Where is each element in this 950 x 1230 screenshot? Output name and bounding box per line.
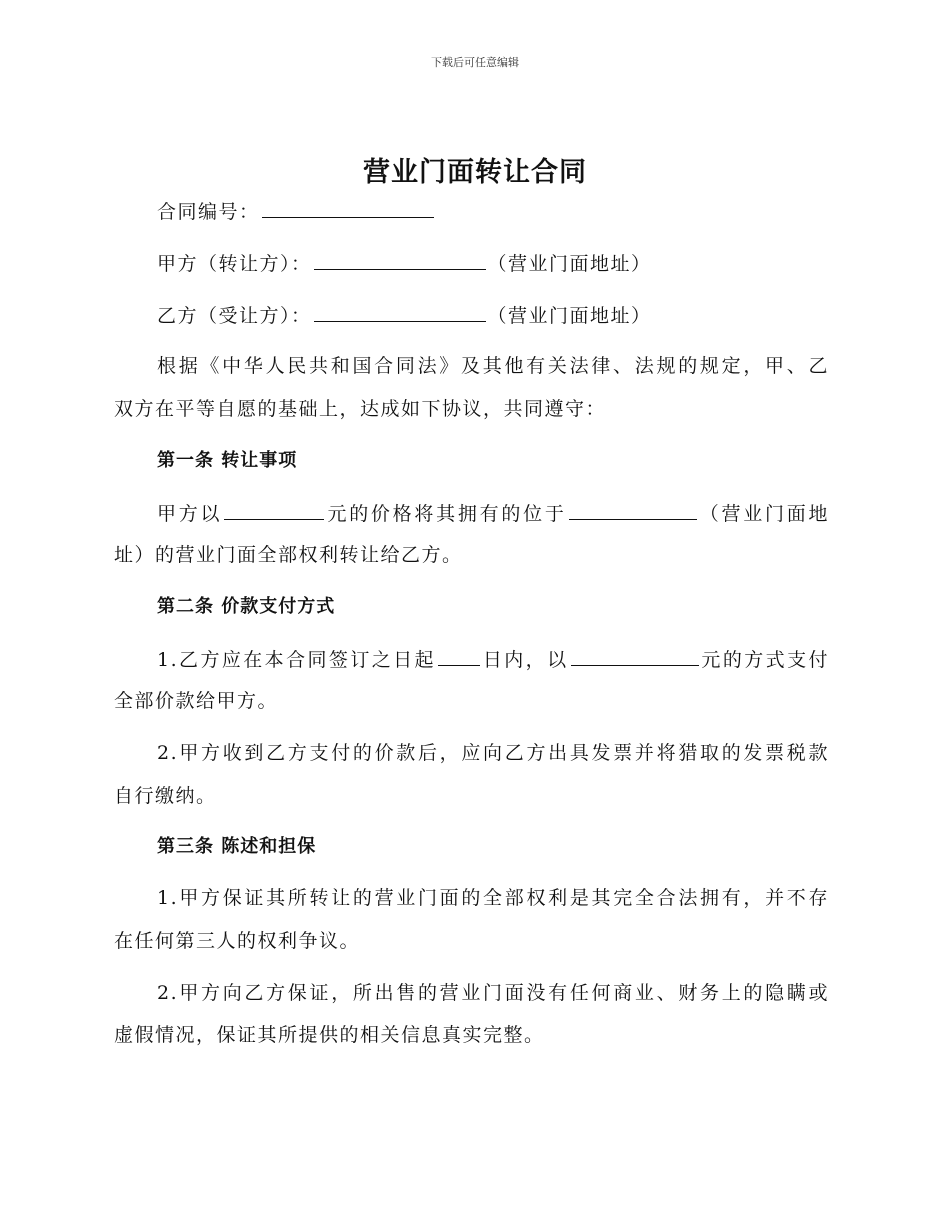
party-b-address-note: （营业门面地址）: [487, 305, 652, 327]
days-blank[interactable]: [438, 646, 480, 666]
intro-paragraph-line-1: 根据《中华人民共和国合同法》及其他有关法律、法规的规定，甲、乙: [157, 355, 829, 377]
article-2-item-1-text-a: 1.乙方应在本合同签订之日起: [157, 649, 436, 671]
article-1-paragraph-line-2: 址）的营业门面全部权利转让给乙方。: [114, 544, 463, 566]
location-blank[interactable]: [569, 500, 697, 520]
article-2-item-1-line-2: 全部价款给甲方。: [114, 690, 279, 712]
article-2-item-2-line-1: 2.甲方收到乙方支付的价款后，应向乙方出具发票并将猎取的发票税款: [157, 742, 829, 764]
article-3-heading: 第三条 陈述和担保: [157, 836, 317, 857]
party-a-address-note: （营业门面地址）: [487, 253, 652, 275]
party-b-label: 乙方（受让方）：: [157, 305, 312, 327]
article-1-text-c: （营业门面地: [698, 503, 829, 525]
article-3-item-1-line-2: 在任何第三人的权利争议。: [114, 930, 361, 952]
party-a-line: [157, 250, 829, 276]
article-1-heading: 第一条 转让事项: [157, 450, 298, 471]
contract-number-blank[interactable]: [262, 198, 434, 218]
article-3-item-2-line-1: 2.甲方向乙方保证，所出售的营业门面没有任何商业、财务上的隐瞒或: [157, 982, 829, 1004]
article-2-item-2-line-2: 自行缴纳。: [114, 785, 217, 807]
document-title: 营业门面转让合同: [363, 157, 587, 188]
page-header-note: 下载后可任意编辑: [431, 56, 519, 69]
article-2-item-1-text-b: 日内，以: [481, 649, 569, 671]
payment-blank[interactable]: [571, 646, 699, 666]
contract-number-line: [157, 198, 829, 224]
article-2-heading: 第二条 价款支付方式: [157, 596, 336, 617]
article-1-text-a: 甲方以: [157, 503, 223, 525]
article-2-item-1-line-1: [157, 646, 829, 672]
article-1-paragraph-line-1: [157, 500, 829, 526]
article-2-item-1-text-c: 元的方式支付: [700, 649, 829, 671]
party-b-line: [157, 302, 829, 328]
party-a-blank[interactable]: [314, 250, 486, 270]
party-a-label: 甲方（转让方）：: [157, 253, 312, 275]
article-1-text-b: 元的价格将其拥有的位于: [326, 503, 567, 525]
article-3-item-1-line-1: 1.甲方保证其所转让的营业门面的全部权利是其完全合法拥有，并不存: [157, 887, 829, 909]
party-b-blank[interactable]: [314, 302, 486, 322]
article-3-item-2-line-2: 虚假情况，保证其所提供的相关信息真实完整。: [114, 1024, 545, 1046]
contract-number-label: 合同编号：: [157, 201, 260, 223]
intro-paragraph-line-2: 双方在平等自愿的基础上，达成如下协议，共同遵守：: [114, 398, 607, 420]
price-blank[interactable]: [224, 500, 324, 520]
